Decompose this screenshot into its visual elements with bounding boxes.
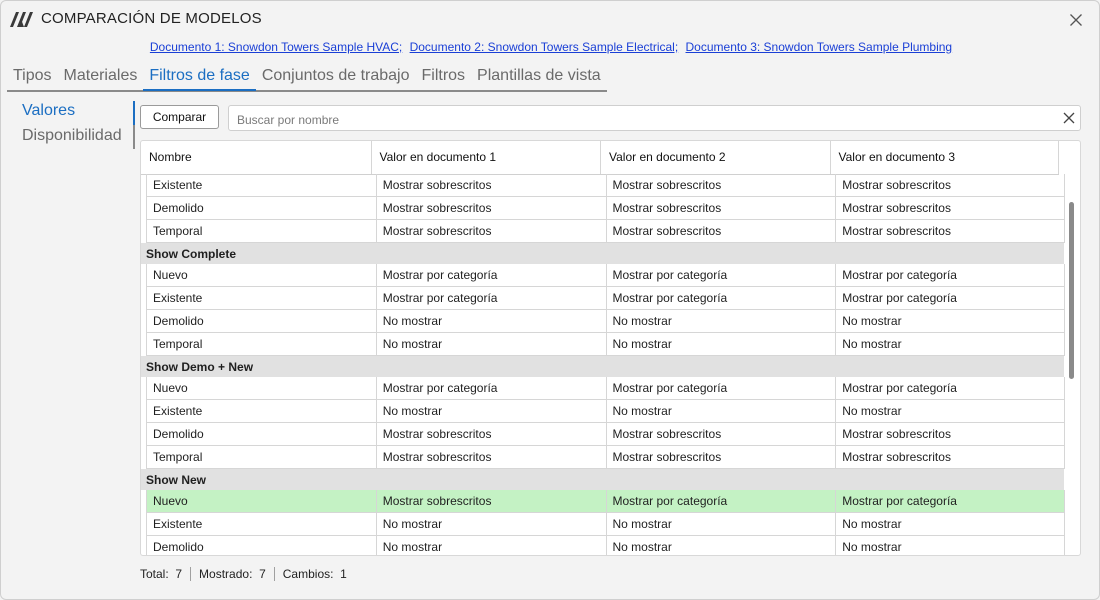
search-input[interactable] <box>235 110 1059 130</box>
status-total: Total: 7 <box>140 567 183 581</box>
table-row[interactable] <box>146 264 1065 287</box>
cell-name: Demolido <box>147 197 377 219</box>
cell-name: Demolido <box>147 310 377 332</box>
column-header-document-3[interactable]: Valor en documento 3 <box>831 141 1060 174</box>
compare-button[interactable]: Comparar <box>140 105 219 129</box>
window-title: COMPARACIÓN DE MODELOS <box>41 10 262 27</box>
cell-document-2: Mostrar por categoría <box>607 490 837 512</box>
table-row[interactable] <box>146 536 1065 555</box>
cell-document-3: Mostrar sobrescritos <box>836 423 1065 445</box>
cell-document-3: No mostrar <box>836 400 1065 422</box>
cell-name: Temporal <box>147 220 377 242</box>
document-link-3[interactable]: Documento 3: Snowdon Towers Sample Plumbing <box>685 40 953 54</box>
cell-document-1: Mostrar sobrescritos <box>377 490 607 512</box>
cell-name: Temporal <box>147 446 377 468</box>
vertical-scrollbar-thumb[interactable] <box>1069 202 1074 379</box>
cell-document-2: Mostrar por categoría <box>607 377 837 399</box>
tab-tipos[interactable]: Tipos <box>13 67 52 84</box>
tab-filtros-de-fase[interactable]: Filtros de fase <box>143 65 255 89</box>
cell-document-1: Mostrar por categoría <box>377 264 607 286</box>
table-row[interactable] <box>146 423 1065 446</box>
cell-document-1: No mostrar <box>377 513 607 535</box>
cell-document-2: No mostrar <box>607 536 837 555</box>
cell-document-3: No mostrar <box>836 333 1065 355</box>
cell-document-1: No mostrar <box>377 536 607 555</box>
cell-document-2: No mostrar <box>607 310 837 332</box>
cell-document-1: Mostrar sobrescritos <box>377 174 607 196</box>
cell-document-2: Mostrar sobrescritos <box>607 220 837 242</box>
side-selection-bar <box>133 101 135 125</box>
column-header-document-1[interactable]: Valor en documento 1 <box>372 141 602 174</box>
cell-name: Nuevo <box>147 377 377 399</box>
tab-conjuntos-de-trabajo[interactable]: Conjuntos de trabajo <box>261 67 410 84</box>
table-row[interactable] <box>146 310 1065 333</box>
cell-document-2: Mostrar por categoría <box>607 264 837 286</box>
group-header-row[interactable]: Show New <box>141 469 1064 490</box>
cell-name: Nuevo <box>147 264 377 286</box>
cell-name: Existente <box>147 174 377 196</box>
group-header-row[interactable]: Show Demo + New <box>141 356 1064 377</box>
cell-document-1: No mostrar <box>377 310 607 332</box>
cell-document-3: Mostrar por categoría <box>836 264 1065 286</box>
comparison-grid <box>140 140 1081 556</box>
tab-filtros[interactable]: Filtros <box>421 67 466 84</box>
close-icon[interactable] <box>1067 11 1085 29</box>
table-row[interactable] <box>146 220 1065 243</box>
side-navigation <box>15 101 135 149</box>
cell-document-1: Mostrar sobrescritos <box>377 446 607 468</box>
cell-document-3: Mostrar por categoría <box>836 287 1065 309</box>
cell-document-3: Mostrar sobrescritos <box>836 197 1065 219</box>
grid-header <box>141 141 1059 175</box>
cell-document-2: No mostrar <box>607 333 837 355</box>
table-row[interactable] <box>146 197 1065 220</box>
cell-name: Existente <box>147 513 377 535</box>
table-row[interactable] <box>146 446 1065 469</box>
cell-name: Demolido <box>147 423 377 445</box>
cell-document-1: Mostrar sobrescritos <box>377 220 607 242</box>
cell-document-3: Mostrar por categoría <box>836 490 1065 512</box>
document-links <box>1 40 1100 54</box>
tab-materiales[interactable]: Materiales <box>63 67 138 84</box>
search-box <box>228 105 1081 131</box>
cell-name: Existente <box>147 400 377 422</box>
cell-document-1: No mostrar <box>377 333 607 355</box>
sidenav-item-valores[interactable]: Valores <box>22 102 76 119</box>
table-row[interactable] <box>146 513 1065 536</box>
cell-document-2: Mostrar sobrescritos <box>607 423 837 445</box>
cell-document-1: Mostrar por categoría <box>377 377 607 399</box>
cell-document-1: Mostrar por categoría <box>377 287 607 309</box>
cell-document-3: No mostrar <box>836 513 1065 535</box>
category-tabs <box>7 65 607 92</box>
cell-name: Demolido <box>147 536 377 555</box>
table-row[interactable] <box>146 400 1065 423</box>
cell-document-2: Mostrar sobrescritos <box>607 446 837 468</box>
grid-body <box>141 174 1065 555</box>
cell-name: Temporal <box>147 333 377 355</box>
cell-name: Existente <box>147 287 377 309</box>
column-header-name[interactable]: Nombre <box>141 141 372 174</box>
status-shown: Mostrado: 7 <box>190 567 274 581</box>
table-row[interactable] <box>146 287 1065 310</box>
column-header-document-2[interactable]: Valor en documento 2 <box>601 141 831 174</box>
table-row[interactable] <box>146 377 1065 400</box>
cell-document-3: Mostrar sobrescritos <box>836 220 1065 242</box>
cell-document-1: No mostrar <box>377 400 607 422</box>
cell-document-2: No mostrar <box>607 513 837 535</box>
tab-plantillas-de-vista[interactable]: Plantillas de vista <box>477 67 601 84</box>
table-row[interactable] <box>146 333 1065 356</box>
cell-document-2: Mostrar por categoría <box>607 287 837 309</box>
cell-document-3: Mostrar por categoría <box>836 377 1065 399</box>
table-row[interactable] <box>146 174 1065 197</box>
table-row-changed[interactable] <box>146 490 1065 513</box>
cell-document-3: Mostrar sobrescritos <box>836 446 1065 468</box>
document-link-1[interactable]: Documento 1: Snowdon Towers Sample HVAC; <box>149 40 403 54</box>
group-header-row[interactable]: Show Complete <box>141 243 1064 264</box>
cell-document-1: Mostrar sobrescritos <box>377 423 607 445</box>
cell-document-3: No mostrar <box>836 536 1065 555</box>
cell-document-3: Mostrar sobrescritos <box>836 174 1065 196</box>
status-bar <box>140 567 355 581</box>
cell-document-2: Mostrar sobrescritos <box>607 197 837 219</box>
sidenav-item-disponibilidad[interactable]: Disponibilidad <box>22 127 122 144</box>
cell-name: Nuevo <box>147 490 377 512</box>
cell-document-2: Mostrar sobrescritos <box>607 174 837 196</box>
app-logo-icon <box>9 10 35 28</box>
cell-document-2: No mostrar <box>607 400 837 422</box>
document-link-2[interactable]: Documento 2: Snowdon Towers Sample Electrical; <box>409 40 679 54</box>
cell-document-1: Mostrar sobrescritos <box>377 197 607 219</box>
clear-search-icon[interactable] <box>1062 111 1076 125</box>
cell-document-3: No mostrar <box>836 310 1065 332</box>
status-changes: Cambios: 1 <box>274 567 355 581</box>
